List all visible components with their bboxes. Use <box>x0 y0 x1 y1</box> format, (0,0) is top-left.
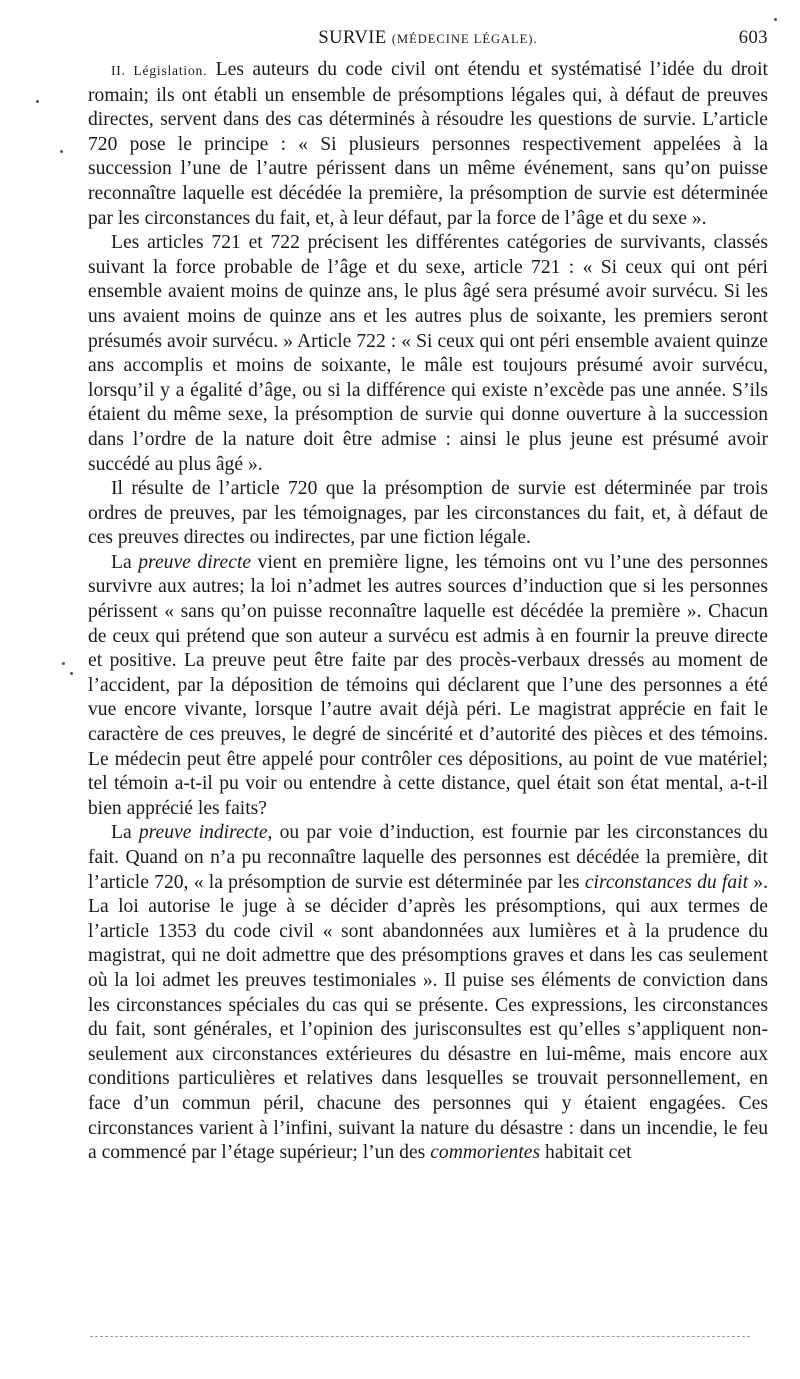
paragraph-articles-721-722 <box>88 231 768 477</box>
body-text <box>88 58 768 1166</box>
paragraph-text: La <box>111 551 139 573</box>
page-number: 603 <box>738 28 768 48</box>
paragraph-preuve-directe <box>88 551 768 822</box>
paragraph-legislation <box>88 58 768 231</box>
paragraph-text: Les auteurs du code civil ont étendu et systématisé l’idée du droit romain; ils ont établi un ensemble de présomptions légales qui, à défaut de preuves directes, servent dans des cas déterminés à résoudre les questions de survie. L’article 720 pose le principe : « Si plusieurs personnes respectivement appelées à la succession l’une de l’autre périssent dans un même événement, sans qu’on puisse reconnaître laquelle est décédée la première, la présomption de survie est déterminée par les circonstances du fait, et, à leur défaut, par la force de l’âge et du sexe ». <box>88 59 768 229</box>
section-label: II. Législation. <box>111 63 208 78</box>
paragraph-text: , ou par voie d’induction, est fournie par les circonstances du fait. Quand on n’a pu reconnaître laquelle des personnes est décédée la première, dit l’article 720, « la présomption de survie est déterminée par les <box>88 822 768 893</box>
emphasis-preuve-indirecte: preuve indirecte <box>138 822 268 844</box>
margin-speck <box>60 150 63 153</box>
paragraph-text: La <box>111 822 139 844</box>
margin-speck <box>62 662 65 665</box>
running-title <box>88 28 768 49</box>
paragraph-three-orders <box>88 477 768 551</box>
bottom-rule <box>90 1336 750 1337</box>
emphasis-commorientes: commorientes <box>430 1142 541 1164</box>
paragraph-text: Il résulte de l’article 720 que la présomption de survie est déterminée par trois ordres de preuves, par les témoignages, par les circonstances du fait, et, à défaut de ces preuves directes ou indirectes, par une fiction légale. <box>88 478 768 549</box>
paragraph-text: ». La loi autorise le juge à se décider d’après les présomptions, qui aux termes de l’article 1353 du code civil « sont abandonnées aux lumières et à la prudence du magistrat, qui ne doit admettre que des présomptions graves et dans les cas seulement où la loi admet les preuves testimoniales ». Il puise ses éléments de conviction dans les circonstances spéciales du cas qui se présente. Ces expressions, les circonstances du fait, sont générales, et l’opinion des jurisconsultes est qu’elles s’appliquent non-seulement aux circonstances extérieures du désastre en lui-même, mais encore aux conditions particulières et relatives dans lesquelles se trouvait personnellement, en face d’un commun péril, chacune des personnes qui y étaient engagées. Ces circonstances varient à l’infini, suivant la nature du désastre : dans un incendie, le feu a commencé par l’étage supérieur; l’un des <box>88 871 768 1164</box>
running-head <box>88 28 768 54</box>
running-title-main: SURVIE <box>318 28 387 48</box>
margin-speck <box>774 18 777 21</box>
emphasis-circonstances: circonstances du fait <box>584 871 749 893</box>
margin-speck <box>36 100 39 103</box>
paragraph-text: vient en première ligne, les témoins ont vu l’une des personnes survivre aux autres; la loi n’admet les autres sources d’induction que si les personnes périssent « sans qu’on puisse reconnaître laquelle est décédée la première ». Chacun de ceux qui prétend que son auteur a survécu est admis à en fournir la preuve directe et positive. La preuve peut être faite par des procès-verbaux dressés au moment de l’accident, par la déposition de témoins qui déclarent que l’une des personnes a été vue encore vivante, lorsque l’autre avait déjà péri. Le magistrat apprécie en fait le caractère de ces preuves, le degré de sincérité et d’autorité des pièces et des témoins. Le médecin peut être appelé pour contrôler ces dépositions, au point de vue matériel; tel témoin a-t-il pu voir ou entendre à cette distance, quel était son état mental, a-t-il bien apprécié les faits? <box>88 551 768 819</box>
paragraph-text: habitait cet <box>540 1142 632 1164</box>
emphasis-preuve-directe: preuve directe <box>138 551 252 573</box>
paragraph-preuve-indirecte <box>88 821 768 1165</box>
margin-speck <box>70 672 73 675</box>
running-title-subtitle: (MÉDECINE LÉGALE). <box>391 32 538 46</box>
paragraph-text: Les articles 721 et 722 précisent les différentes catégories de survivants, classés suivant la force probable de l’âge et du sexe, article 721 : « Si ceux qui ont péri ensemble avaient moins de quinze ans, le plus âgé sera présumé avoir survécu. Si les uns avaient moins de quinze ans et les autres plus de soixante, les premiers seront présumés avoir survécu. » Article 722 : « Si ceux qui ont péri ensemble avaient quinze ans accomplis et moins de soixante, le mâle est toujours présumé avoir survécu, lorsqu’il y a égalité d’âge, ou si la différence qui existe n’excède pas une année. S’ils étaient du même sexe, la présomption de survie qui donne ouverture à la succession dans l’ordre de la nature doit être admise : ainsi le plus jeune est présumé avoir succédé au plus âgé ». <box>88 232 768 475</box>
